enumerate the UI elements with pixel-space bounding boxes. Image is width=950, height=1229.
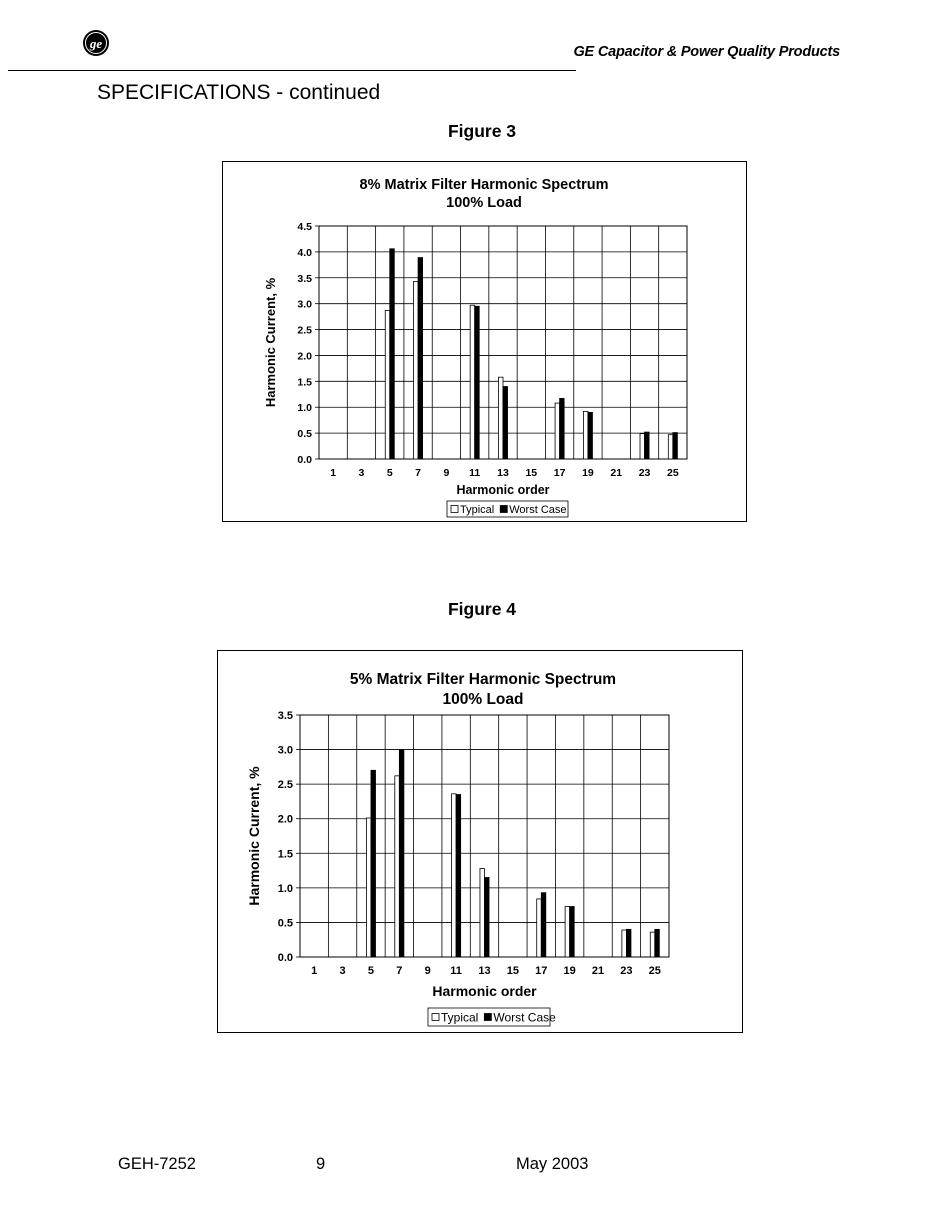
x-tick-label: 21	[610, 467, 623, 479]
y-tick-label: 1.5	[297, 376, 312, 389]
bar-worst-case-5	[371, 770, 376, 957]
bar-typical-13	[498, 377, 503, 459]
company-name: GE Capacitor & Power Quality Products	[573, 44, 840, 60]
x-axis-label: Harmonic order	[432, 983, 537, 999]
bar-worst-case-13	[503, 387, 508, 459]
x-tick-label: 11	[469, 467, 481, 479]
x-tick-label: 19	[563, 965, 576, 977]
section-title: SPECIFICATIONS - continued	[97, 81, 381, 104]
figure-4-chart	[217, 650, 743, 1033]
chart-legend	[428, 1008, 556, 1026]
x-tick-label: 1	[330, 467, 337, 479]
y-tick-label: 0.0	[277, 952, 293, 964]
footer-doc-id: GEH-7252	[118, 1155, 196, 1173]
x-tick-label: 7	[396, 965, 403, 977]
y-tick-label: 2.0	[277, 813, 293, 826]
x-tick-label: 15	[525, 467, 538, 479]
x-tick-label: 19	[582, 467, 594, 479]
figure-3-svg	[223, 162, 746, 521]
bar-typical-23	[622, 930, 627, 957]
figure-4-svg	[218, 651, 742, 1032]
bar-worst-case-5	[390, 249, 395, 459]
legend-label-typical: Typical	[441, 1010, 479, 1025]
bar-typical-5	[385, 310, 390, 459]
legend-swatch-worst-case	[484, 1014, 491, 1021]
legend-label-worst-case: Worst Case	[509, 503, 567, 516]
x-tick-label: 5	[367, 965, 375, 977]
ge-logo-icon	[82, 29, 110, 57]
header-rule	[8, 70, 576, 71]
bar-typical-25	[668, 435, 673, 459]
x-tick-label: 23	[620, 965, 633, 977]
x-tick-label: 25	[648, 965, 661, 977]
legend-label-worst-case: Worst Case	[493, 1010, 556, 1025]
y-tick-label: 3.5	[297, 272, 312, 285]
x-tick-label: 13	[497, 467, 509, 479]
chart-title: 8% Matrix Filter Harmonic Spectrum	[359, 177, 609, 193]
bar-typical-13	[480, 868, 485, 957]
y-tick-label: 0.5	[277, 917, 293, 930]
y-tick-label: 0.5	[297, 428, 312, 441]
x-tick-label: 25	[667, 467, 679, 479]
chart-subtitle: 100% Load	[442, 691, 524, 708]
y-tick-label: 3.5	[277, 710, 293, 722]
x-tick-label: 7	[415, 467, 421, 479]
y-tick-label: 2.5	[277, 779, 293, 792]
bar-worst-case-11	[456, 795, 461, 957]
chart-title: 5% Matrix Filter Harmonic Spectrum	[349, 671, 617, 688]
y-axis-label: Harmonic Current, %	[246, 766, 262, 906]
x-tick-label: 11	[450, 965, 462, 977]
bar-typical-11	[452, 794, 457, 957]
y-tick-label: 4.5	[297, 221, 312, 233]
bar-typical-23	[640, 434, 645, 459]
chart-subtitle: 100% Load	[446, 195, 522, 211]
y-tick-label: 1.5	[277, 848, 293, 861]
legend-label-typical: Typical	[460, 503, 495, 516]
footer-date: May 2003	[516, 1155, 589, 1173]
bar-worst-case-7	[399, 750, 404, 957]
x-tick-label: 1	[311, 965, 318, 977]
bar-worst-case-25	[673, 433, 678, 459]
bar-worst-case-19	[588, 412, 593, 459]
svg-text:ge: ge	[89, 36, 103, 51]
x-tick-label: 5	[386, 467, 393, 479]
y-tick-label: 2.5	[297, 324, 312, 337]
bar-worst-case-11	[475, 306, 480, 459]
bar-typical-19	[565, 907, 570, 957]
y-tick-label: 1.0	[297, 402, 312, 415]
y-tick-label: 3.0	[297, 298, 312, 311]
x-tick-label: 15	[506, 965, 520, 977]
bar-worst-case-23	[645, 432, 650, 459]
x-tick-label: 17	[535, 965, 548, 977]
y-axis-label: Harmonic Current, %	[263, 277, 278, 408]
bar-typical-7	[395, 776, 400, 957]
bar-worst-case-19	[570, 907, 575, 957]
y-tick-label: 2.0	[297, 350, 312, 363]
x-tick-label: 3	[339, 965, 346, 977]
footer-page-number: 9	[316, 1155, 326, 1173]
x-tick-label: 9	[424, 965, 431, 977]
bar-typical-5	[366, 818, 371, 957]
bar-typical-7	[414, 281, 419, 459]
bar-worst-case-25	[655, 929, 660, 957]
x-tick-label: 3	[358, 467, 365, 479]
y-tick-label: 4.0	[297, 246, 312, 259]
figure-4-caption: Figure 4	[447, 599, 517, 619]
figure-3-caption: Figure 3	[447, 121, 517, 141]
x-tick-label: 9	[443, 467, 450, 479]
legend-swatch-typical	[451, 506, 458, 513]
bar-worst-case-23	[626, 929, 631, 957]
chart-legend	[447, 501, 568, 517]
x-tick-label: 23	[638, 467, 651, 479]
figure-3-chart	[222, 161, 747, 522]
bar-worst-case-17	[560, 398, 565, 459]
bar-typical-25	[650, 932, 655, 957]
y-tick-label: 3.0	[277, 744, 293, 757]
x-tick-label: 13	[478, 965, 491, 977]
bar-worst-case-17	[541, 893, 546, 957]
x-tick-label: 21	[591, 965, 605, 977]
bar-worst-case-7	[418, 258, 423, 459]
bar-typical-17	[537, 899, 542, 957]
y-tick-label: 0.0	[297, 454, 312, 466]
legend-swatch-typical	[432, 1014, 439, 1021]
bar-typical-11	[470, 305, 475, 459]
y-tick-label: 1.0	[277, 882, 293, 895]
bar-typical-17	[555, 403, 560, 459]
bar-typical-19	[583, 411, 588, 459]
x-tick-label: 17	[553, 467, 566, 479]
legend-swatch-worst-case	[500, 506, 507, 513]
x-axis-label: Harmonic order	[456, 483, 550, 497]
bar-worst-case-13	[485, 877, 490, 957]
